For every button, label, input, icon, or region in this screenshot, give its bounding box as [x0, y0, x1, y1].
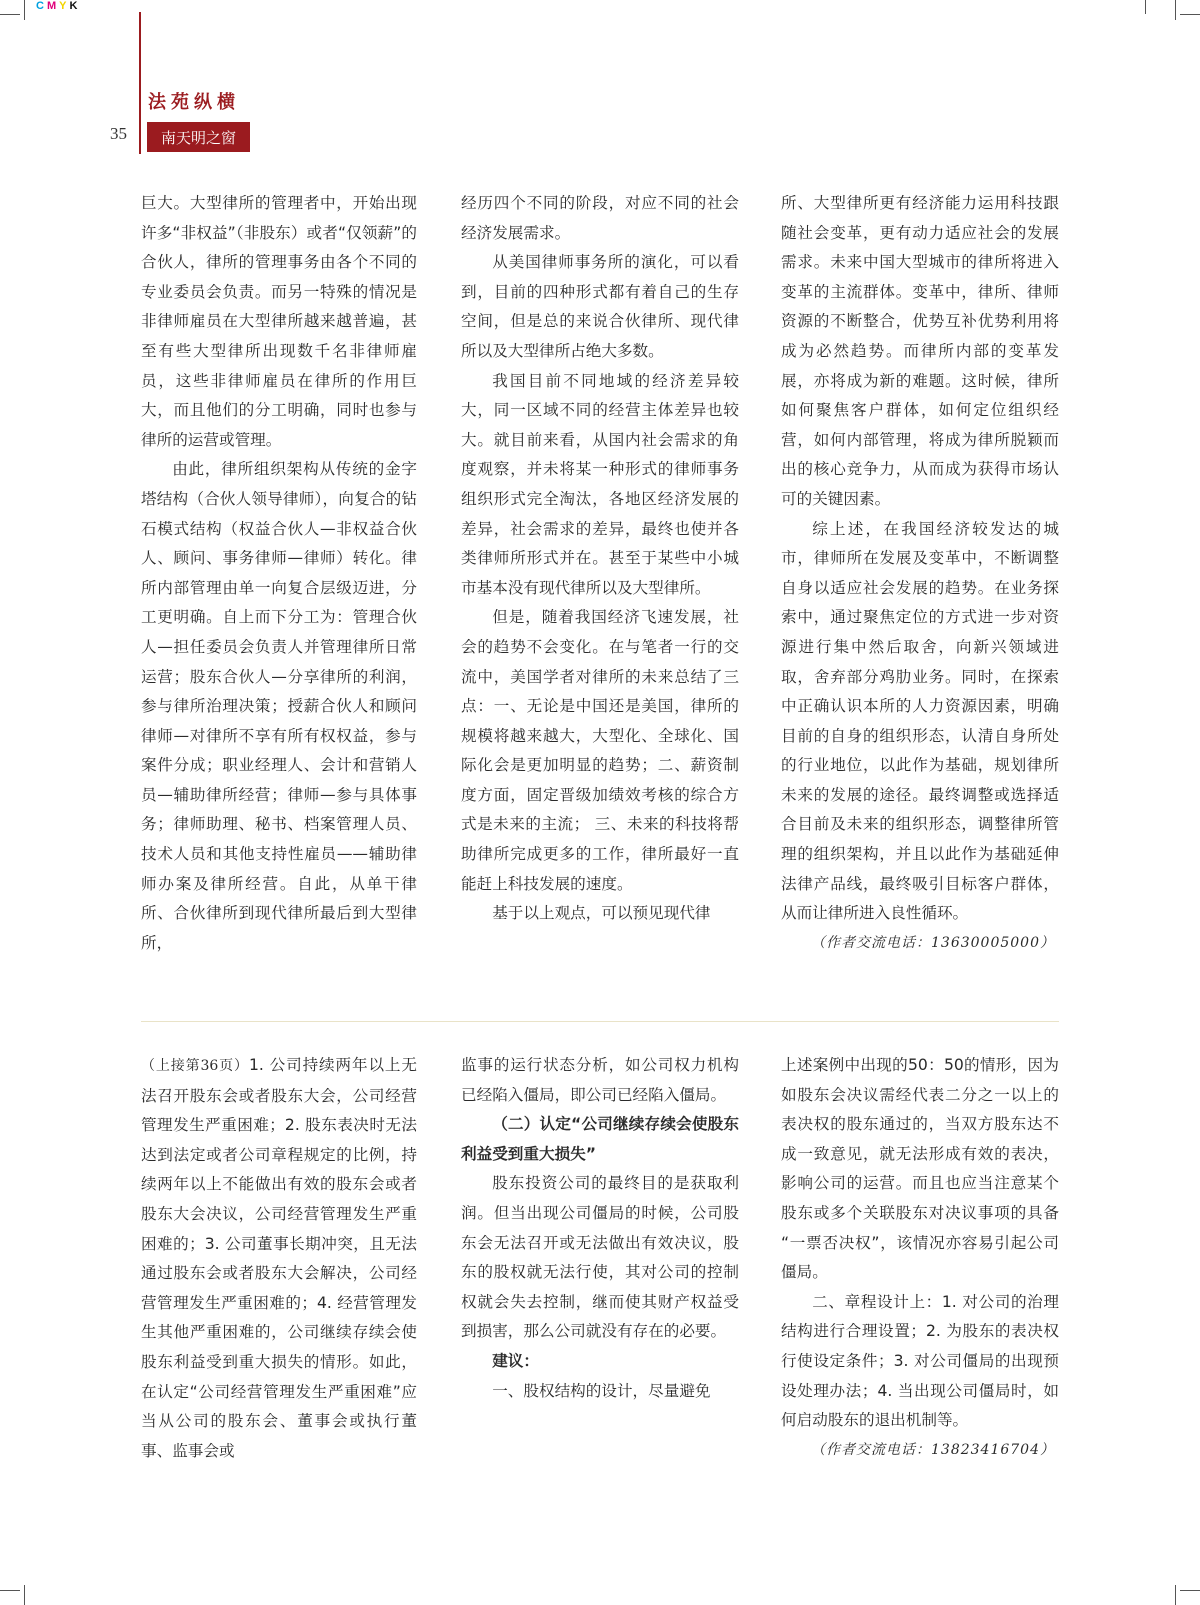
- header-vertical-rule: [139, 12, 141, 154]
- paragraph: 基于以上观点，可以预见现代律: [492, 904, 711, 923]
- subheading: （二）认定“公司继续存续会使股东利益受到重大损失”: [461, 1115, 739, 1163]
- crop-mark: [0, 14, 20, 15]
- article-divider: [141, 1021, 1059, 1022]
- author-contact: （作者交流电话：13823416704）: [811, 1441, 1055, 1458]
- paragraph-text: 1. 公司持续两年以上无法召开股东会或者股东大会，公司经营管理发生严重困难；2. 股东表决时无法达到法定或者公司章程规定的比例，持续两年以上不能做出有效的股东会或者股东大会决议，公司经营管理发生严重困难的；3. 公司董事长期冲突，且无法通过股东会或者股东大会解决，公司经营管理发生严重困难的；4. 经营管理发生其他严重困难的，公司继续存续会使股东利益受到重大损失的情形。如此，在认定“公司经营管理发生严重困难”应当从公司的股东会、董事会或执行董事、监事会或: [141, 1056, 417, 1460]
- crop-mark: [24, 1585, 25, 1605]
- author-contact: （作者交流电话：13630005000）: [811, 934, 1055, 951]
- page-number: 35: [110, 124, 127, 143]
- cmyk-registration-label: [36, 0, 80, 12]
- column-name: 南天明之窗: [160, 128, 236, 147]
- paragraph: 从美国律师事务所的演化，可以看到，目前的四种形式都有着自己的生存空间，但是总的来说合伙律所、现代律所以及大型律所占绝大多数。: [461, 253, 739, 360]
- top-article-column-2: [461, 189, 739, 929]
- paragraph: [141, 1051, 417, 1466]
- paragraph: 由此，律所组织架构从传统的金字塔结构（合伙人领导律师），向复合的钻石模式结构（权益合伙人—非权益合伙人、顾问、事务律师—律师）转化。律所内部管理由单一向复合层级迈进，分工更明确。自上而下分工为：管理合伙人—担任委员会负责人并管理律所日常运营；股东合伙人—分享律所的利润，参与律所治理决策；授薪合伙人和顾问律师—对律所不享有所有权权益，参与案件分成；职业经理人、会计和营销人员—辅助律所经营；律师—参与具体事务；律师助理、秘书、档案管理人员、技术人员和其他支持性雇员——辅助律师办案及律所经营。自此，从单干律所、合伙律所到现代律所最后到大型律所，: [141, 460, 417, 952]
- crop-mark: [1175, 0, 1176, 20]
- paragraph: 巨大。大型律所的管理者中，开始出现许多“非权益”（非股东）或者“仅领薪”的合伙人，律所的管理事务由各个不同的专业委员会负责。而另一特殊的情况是非律师雇员在大型律所越来越普遍，甚至有些大型律所出现数千名非律师雇员，这些非律师雇员在律所的作用巨大，而且他们的分工明确，同时也参与律所的运营或管理。: [141, 194, 417, 449]
- paragraph: 我国目前不同地域的经济差异较大，同一区域不同的经营主体差异也较大。就目前来看，从国内社会需求的角度观察，并未将某一种形式的律师事务组织形式完全淘汰，各地区经济发展的差异，社会需求的差异，最终也使并各类律师所形式并在。甚至于某些中小城市基本没有现代律所以及大型律所。: [461, 371, 739, 597]
- paragraph: 二、章程设计上：1. 对公司的治理结构进行合理设置；2. 为股东的表决权行使设定条件；3. 对公司僵局的出现预设处理办法；4. 当出现公司僵局时，如何启动股东的退出机制等。: [781, 1292, 1059, 1430]
- crop-mark: [1180, 14, 1200, 15]
- paragraph: 一、股权结构的设计，尽量避免: [492, 1381, 711, 1400]
- column-name-badge: [147, 122, 250, 152]
- paragraph: 所、大型律所更有经济能力运用科技跟随社会变革，更有动力适应社会的发展需求。未来中国大型城市的律所将进入变革的主流群体。变革中，律所、律师资源的不断整合，优势互补优势利用将成为必然趋势。而律所内部的变革发展，亦将成为新的难题。这时候，律所如何聚焦客户群体，如何定位组织经营，如何内部管理，将成为律所脱颖而出的核心竞争力，从而成为获得市场认可的关键因素。: [781, 194, 1059, 508]
- section-title: 法苑纵横: [148, 92, 240, 113]
- paragraph: 股东投资公司的最终目的是获取利润。但当出现公司僵局的时候，公司股东会无法召开或无法做出有效决议，股东的股权就无法行使，其对公司的控制权就会失去控制，继而使其财产权益受到损害，那么公司就没有存在的必要。: [461, 1174, 739, 1341]
- cyan-letter: C: [36, 0, 47, 12]
- subheading: 建议：: [492, 1351, 539, 1370]
- crop-mark: [1180, 1590, 1200, 1591]
- yellow-letter: Y: [59, 0, 70, 12]
- paragraph: 综上述，在我国经济较发达的城市，律师所在发展及变革中，不断调整自身以适应社会发展的趋势。在业务探索中，通过聚焦定位的方式进一步对资源进行集中然后取舍，向新兴领域进取，舍弃部分鸡肋业务。同时，在探索中正确认识本所的人力资源因素，明确目前的自身的组织形态，认清自身所处的行业地位，以此作为基础，规划律所未来的发展的途径。最终调整或选择适合目前及未来的组织形态，调整律所管理的组织架构，并且以此作为基础延伸法律产品线，最终吸引目标客户群体，从而让律所进入良性循环。: [781, 519, 1059, 923]
- paragraph: 经历四个不同的阶段，对应不同的社会经济发展需求。: [461, 194, 739, 242]
- continued-from-label: （上接第36页）: [141, 1058, 249, 1074]
- crop-mark: [1175, 1585, 1176, 1605]
- black-letter: K: [69, 0, 81, 12]
- top-article-column-3: [781, 189, 1059, 958]
- paragraph: 但是，随着我国经济飞速发展，社会的趋势不会变化。在与笔者一行的交流中，美国学者对律所的未来总结了三点：一、无论是中国还是美国，律所的规模将越来越大，大型化、全球化、国际化会是更加明显的趋势；二、薪资制度方面，固定晋级加绩效考核的综合方式是未来的主流； 三、未来的科技将帮助律所完成更多的工作，律所最好一直能赶上科技发展的速度。: [461, 608, 739, 893]
- top-article-column-1: [141, 189, 417, 958]
- crop-mark: [1145, 0, 1146, 14]
- crop-mark: [24, 0, 25, 20]
- bottom-article-column-2: [461, 1051, 739, 1406]
- magenta-letter: M: [46, 0, 60, 12]
- paragraph: 上述案例中出现的50：50的情形，因为如股东会决议需经代表二分之一以上的表决权的股东通过的，当双方股东达不成一致意见，就无法形成有效的表决，影响公司的运营。而且也应当注意某个股东或多个关联股东对决议事项的具备 “一票否决权”，该情况亦容易引起公司僵局。: [781, 1056, 1059, 1282]
- bottom-article-column-3: [781, 1051, 1059, 1465]
- bottom-article-column-1: [141, 1051, 417, 1466]
- paragraph: 监事的运行状态分析，如公司权力机构已经陷入僵局，即公司已经陷入僵局。: [461, 1056, 739, 1104]
- crop-mark: [0, 1590, 20, 1591]
